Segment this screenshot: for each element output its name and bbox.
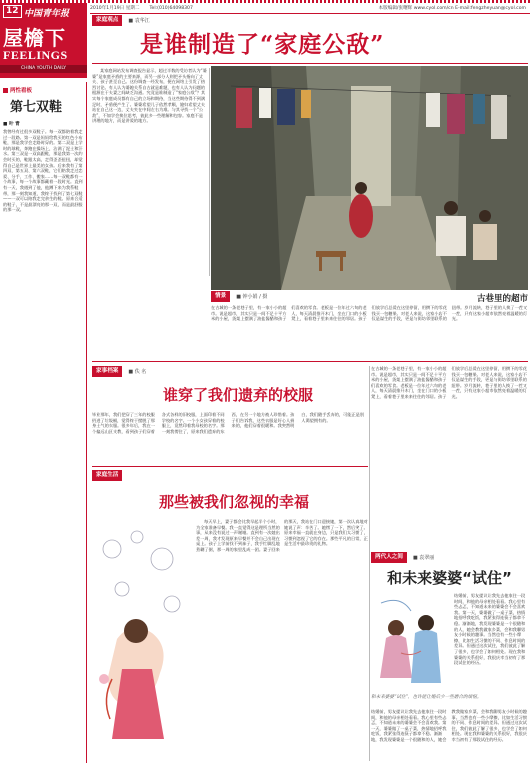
masthead-sub: CHINA YOUTH DAILY	[0, 65, 87, 73]
col-divider-1	[369, 366, 370, 761]
popo-tag	[371, 552, 434, 563]
mother-daughter-illustration	[371, 593, 451, 693]
family-body: 毕业那年，我们把穿了三年的校服扔进了垃圾桶，觉得终于摆脱了那身土气的衣服。很多年后，我在一个偏远山区支教，看到孩子们穿着各式各样的旧校服，上面印着不同学校的名字。一个小女孩穿着的校服上，竟然印着我母校的名字。那一刻我愣住了，原来我们遗弃的东西，在另一个地方被人珍惜着。孩子们告诉我，这些衣服是好心人捐来的，他们穿着很暖和。我突然明白，我们随手丢弃的，可能正是别人渴望拥有的。	[92, 412, 365, 434]
feature-tag-label: 家庭观点	[92, 15, 122, 26]
alley-photo-svg	[211, 66, 528, 290]
phone-line: Tel:(010)64098307	[149, 5, 193, 11]
editor-line: 本版编辑/张曙辉 www.cyol.com/cn E-mail:fengzheyuan@cyol.com	[378, 6, 526, 11]
qinggan-tag-label: 情景	[211, 291, 230, 302]
date-line: 2010年1月19日 星期二	[90, 6, 140, 11]
left-column	[0, 82, 87, 763]
popo-byline: ■ 袁翠丽	[412, 555, 435, 561]
xingfu-body: 每天早上，妻子都会比我早起半个小时，为全家准备早餐。我一直觉得这是理所当然的事，从来没有说过一声谢谢。直到有一次她出差一周，我才发现原来早餐并不会自己出现在桌上。孩子上学前找不到袜子，我手忙脚乱地煮糊了粥，那一周的家里乱成一团。妻子回来的那天，我站在门口迎接她，第一次认真地对她说了声：辛苦了。她愣了一下，然后笑了。原来幸福一直就在身边，只是我们太习惯了，习惯到忽视了它的存在。那些平凡的日常，正是生活中最珍贵的礼物。	[196, 519, 368, 552]
xingfu-rule	[92, 466, 368, 467]
xingfu-tag	[92, 470, 122, 481]
alley-photo	[211, 66, 528, 290]
left-tag	[0, 82, 86, 94]
col-divider-2	[209, 68, 210, 276]
feature-headline: 是谁制造了“家庭公敌”	[140, 31, 385, 58]
brand-logo: 中国青年报	[24, 9, 70, 19]
column-title-en: FEELINGS	[3, 48, 68, 62]
right-continued-text: 在古城的一条老巷子里，有一家小小的超市。说是超市，其实只是一间不足十平方米的小屋，货架上摆满了油盐酱醋和孩子们喜欢的零食。老板是一位年过六旬的老人，每天清晨推开木门，坐在门口的小板凳上，看着巷子里来来往往的邻居。孩子们放学后总爱在这里停留，用攒下的零花钱买一包糖果。对老人来说，这家小店不仅是谋生的手段，更是与街坊邻里联系的纽带。岁月流转，巷子里的人换了一茬又一茬，只有这家小超市依然亮着温暖的灯光。	[371, 366, 527, 399]
qinggan-tag	[211, 291, 267, 302]
popo-caption: 和未来婆婆“试住”，也许能让婚后少一些磨合的烦恼。	[371, 695, 482, 700]
left-tag-label: 两性看板	[10, 88, 33, 94]
family-tag	[92, 366, 146, 377]
left-title: 第七双鞋	[10, 100, 63, 115]
xingfu-headline: 那些被我们忽视的幸福	[158, 493, 309, 511]
feature-byline: ■ 袁华江	[128, 18, 150, 24]
popo-side-text: 结婚前，男友提议让我先去他家住一段时间，和他的母亲相处看看。我心里有些忐忑，不知道未来的婆婆会不会喜欢我。第一天，婆婆做了一桌子菜，热情地招呼我吃饭，我紧张得连筷子都拿不稳。渐渐地，我发现婆婆是一个很随和的人，她会教我做家乡菜，会和我聊男友小时候的趣事。当然也有一些小摩擦，比如生活习惯的不同、作息时间的差异。但通过这次试住，我们彼此了解了很多，也学会了如何相处。现在我和婆婆的关系很好，我很庆幸当初有了那段试住的经历。	[454, 593, 526, 666]
qinggan-byline: ■ 钟小娟 / 摄	[236, 294, 268, 300]
qinggan-body: 在古城的一条老巷子里，有一家小小的超市。说是超市，其实只是一间不足十平方米的小屋，货架上摆满了油盐酱醋和孩子们喜欢的零食。老板是一位年过六旬的老人，每天清晨推开木门，坐在门口的小板凳上，看着巷子里来来往往的邻居。孩子们放学后总爱在这里停留，用攒下的零花钱买一包糖果。对老人来说，这家小店不仅是谋生的手段，更是与街坊邻里联系的纽带。岁月流转，巷子里的人换了一茬又一茬，只有这家小超市依然亮着温暖的灯光。	[211, 305, 528, 322]
popo-illustration	[371, 593, 451, 693]
top-bar	[90, 3, 530, 14]
family-tag-label: 家事档案	[92, 366, 122, 377]
photo-caption: 古巷里的超市	[476, 294, 528, 304]
feature-rule	[92, 63, 528, 64]
xingfu-tag-label: 家庭生活	[92, 470, 122, 481]
square-icon	[3, 88, 8, 93]
family-top-rule	[92, 361, 528, 362]
feature-tag	[92, 15, 150, 26]
feature-body: 某家庭网站发布调查报告显示，超过半数的受访者认为“婆婆”是家庭矛盾的主要来源，而另一部分人则把矛头指向了丈夫、孩子甚至自己。这份调查一经发布，便在网络上引发了热烈讨论。有人认为婆媳关系自古就是难题，也有人认为问题的根源在于夫妻之间缺乏沟通。究竟是谁制造了“家庭公敌”？其实每个家庭成员都有自己的立场和期待，当这些期待得不到满足时，矛盾便产生了。婆婆希望儿子依然孝顺，媳妇希望丈夫站在自己这一边，丈夫夹在中间左右为难。与其寻找一个“公敌”，不如学会换位思考，彼此多一些理解和包容。家庭不是讲理的地方，而是讲爱的地方。	[92, 68, 207, 124]
popo-body: 结婚前，男友提议让我先去他家住一段时间，和他的母亲相处看看。我心里有些忐忑，不知道未来的婆婆会不会喜欢我。第一天，婆婆做了一桌子菜，热情地招呼我吃饭，我紧张得连筷子都拿不稳。渐渐地，我发现婆婆是一个很随和的人，她会教我做家乡菜，会和我聊男友小时候的趣事。当然也有一些小摩擦，比如生活习惯的不同、作息时间的差异。但通过这次试住，我们彼此了解了很多，也学会了如何相处。现在我和婆婆的关系很好，我很庆幸当初有了那段试住的经历。	[371, 709, 527, 742]
family-headline: 谁穿了我们遗弃的校服	[162, 386, 313, 404]
page-number: 12	[3, 5, 22, 18]
bubble-girl-illustration	[92, 519, 192, 759]
left-byline: ■ 叶 青	[3, 122, 20, 127]
left-body: 我曾经有过很多双鞋子。每一双都陪着我走过一段路。第一双是妈妈给我买的红色小布鞋，那是我学会走路时穿的。第二双是上学时的球鞋，奔跑在操场上，沾满了泥土和汗水。第三双是一双高跟鞋，那是我第一次约会时买的，鞋跟太高，走得歪歪扭扭，却觉得自己是世界上最美的女孩。后来我有了第四双、第五双、第六双鞋，它们陪我走过恋爱、分手、工作、搬家……每一双鞋都有一个故事，每一个故事都藏着一段时光。直到有一天，我遇到了他，他蹲下来为我系鞋带，那一刻我知道，我终于找到了第七双鞋——一双可以陪我走完余生的鞋。原来合适的鞋子，不是最漂亮的那一双，而是最舒服的那一双。	[3, 129, 83, 213]
popo-tag-label: 两代人之间	[371, 552, 407, 563]
masthead-block	[0, 3, 87, 78]
family-byline: ■ 佚 名	[128, 369, 147, 375]
column-title: 屋檐下	[3, 26, 66, 50]
popo-headline: 和未来婆婆“试住”	[387, 569, 512, 587]
xingfu-illustration	[92, 519, 192, 759]
